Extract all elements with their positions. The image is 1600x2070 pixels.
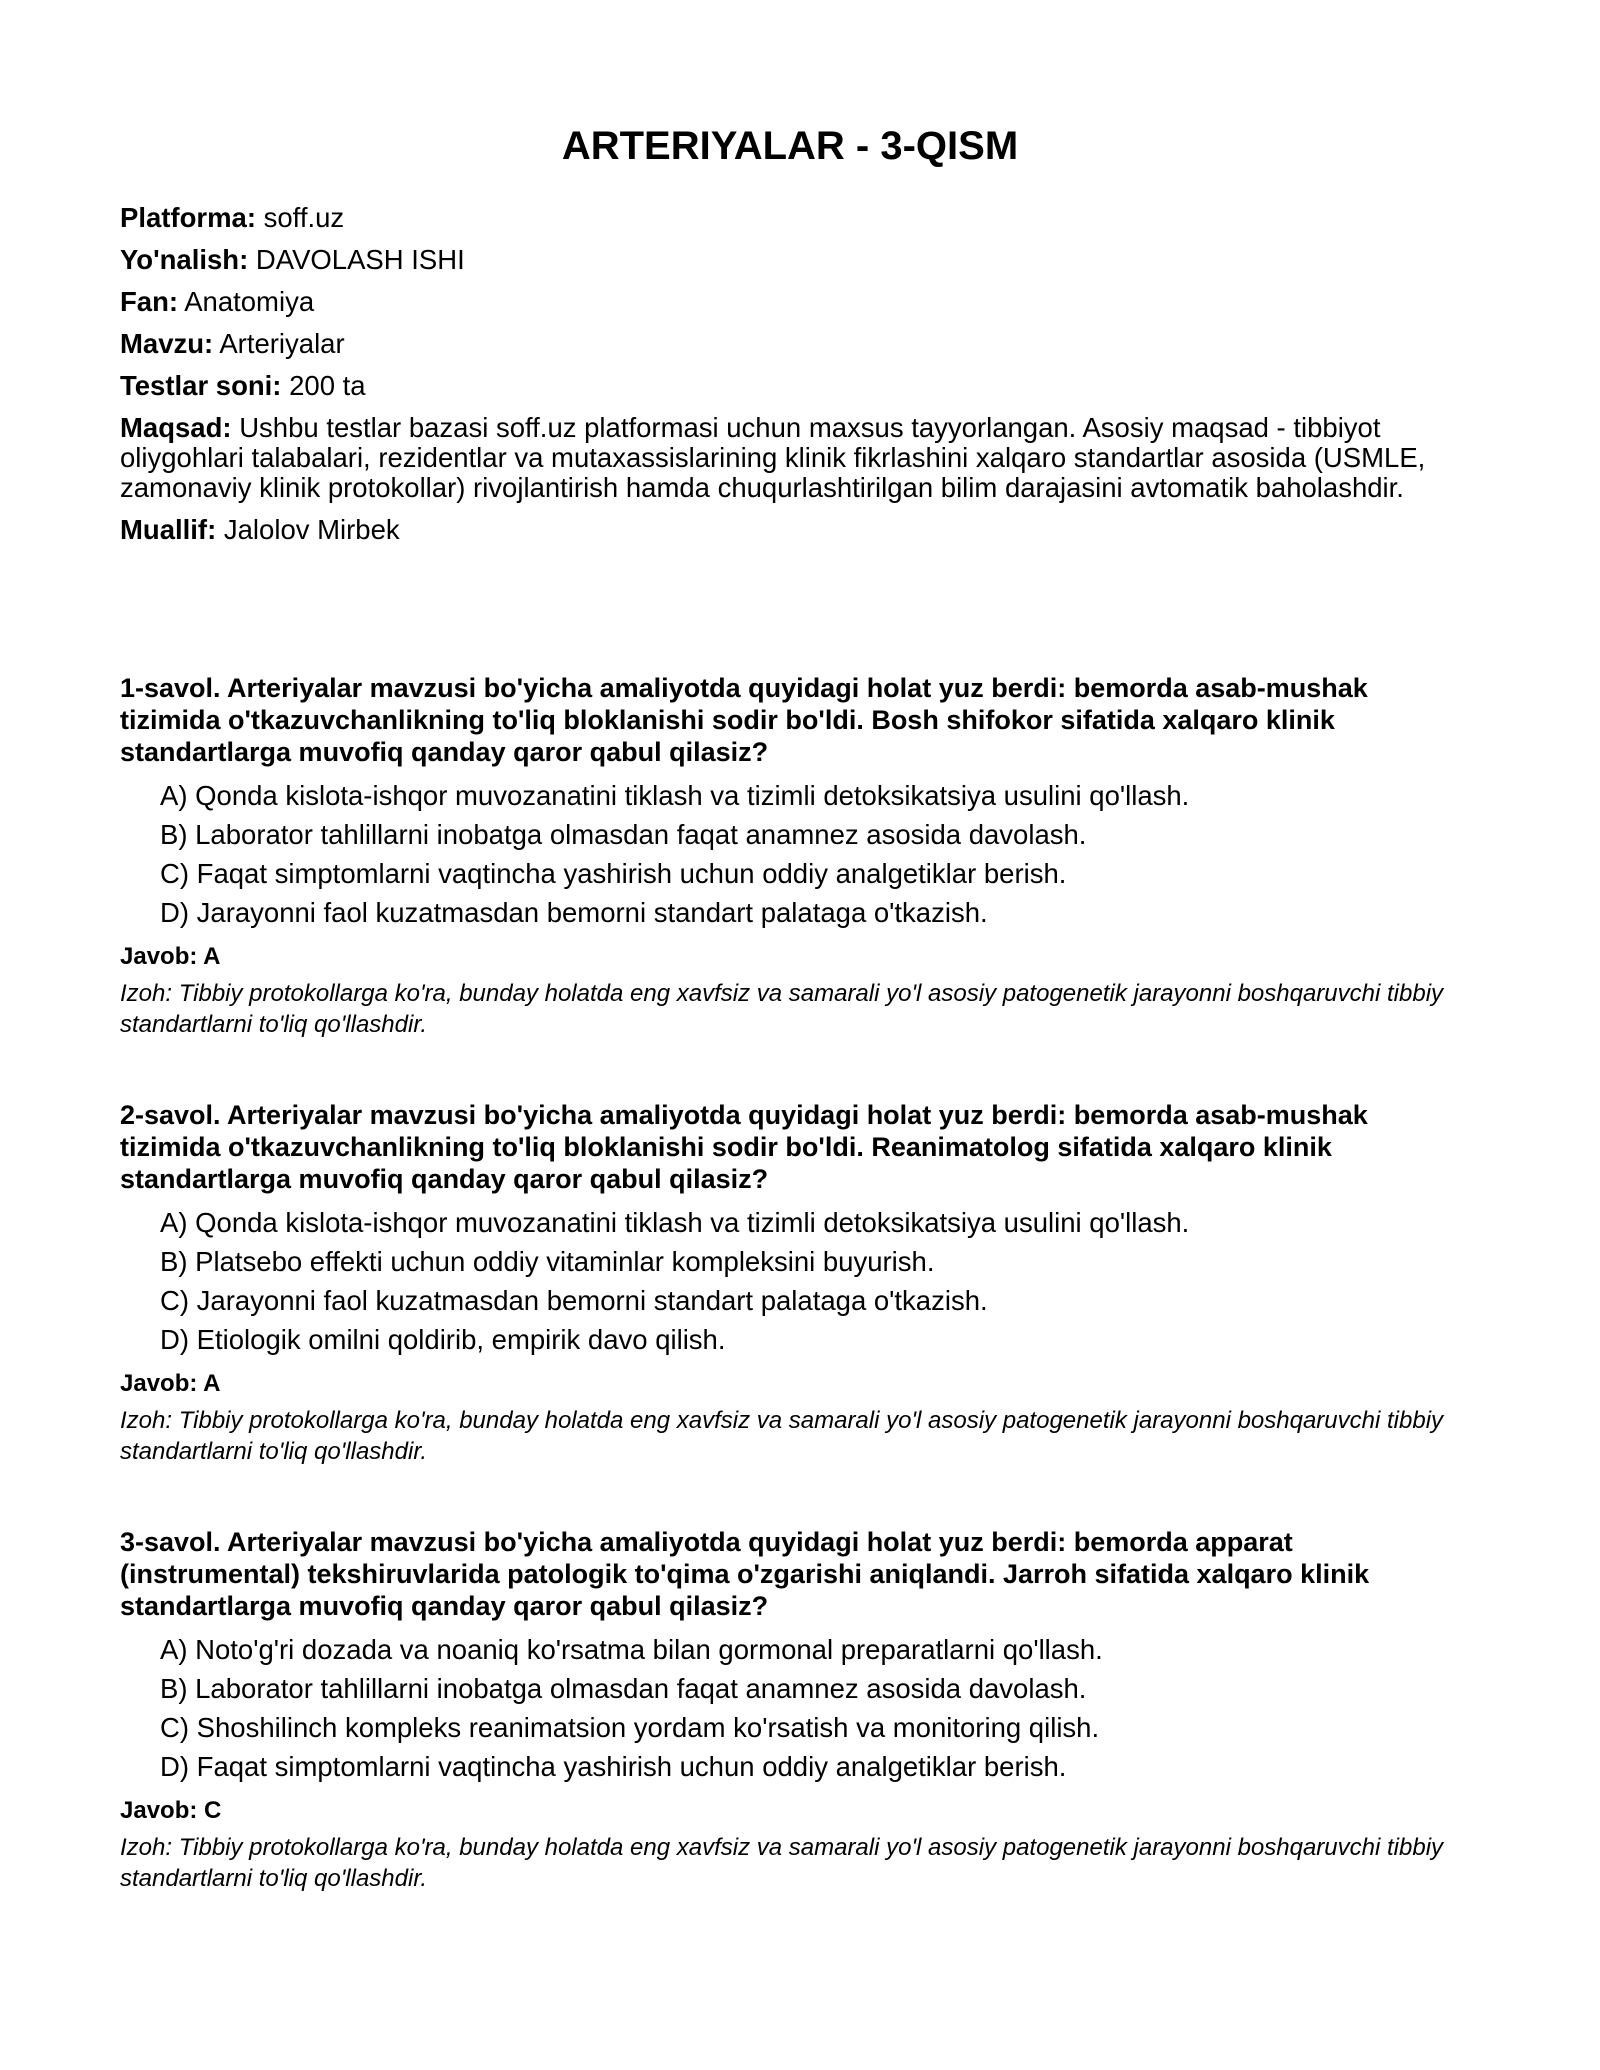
- meta-label: Fan:: [120, 286, 179, 317]
- meta-label: Maqsad:: [120, 412, 232, 443]
- answer-option-a: A) Qonda kislota-ishqor muvozanatini tiklash va tizimli detoksikatsiya usulini qo'llash.: [160, 1207, 1190, 1238]
- question-1: [120, 672, 1460, 1040]
- explanation-note: Izoh: Tibbiy protokollarga ko'ra, bunday holatda eng xavfsiz va samarali yo'l asosiy patogenetik jarayonni boshqaruvchi tibbiy standartlarni to'liq qo'llashdir.: [120, 1407, 1444, 1465]
- explanation-note: Izoh: Tibbiy protokollarga ko'ra, bunday holatda eng xavfsiz va samarali yo'l asosiy patogenetik jarayonni boshqaruvchi tibbiy standartlarni to'liq qo'llashdir.: [120, 1834, 1444, 1892]
- meta-purpose: [120, 413, 1460, 503]
- meta-value: DAVOLASH ISHI: [255, 244, 465, 275]
- meta-direction: [120, 245, 1460, 275]
- correct-answer: Javob: C: [120, 1797, 222, 1824]
- explanation-note: Izoh: Tibbiy protokollarga ko'ra, bunday holatda eng xavfsiz va samarali yo'l asosiy patogenetik jarayonni boshqaruvchi tibbiy standartlarni to'liq qo'llashdir.: [120, 980, 1444, 1038]
- meta-value: Ushbu testlar bazasi soff.uz platformasi uchun maxsus tayyorlangan. Asosiy maqsad - tibbiyot oliygohlari talabalari, rezidentlar va mutaxassislarining klinik fikrlashini xalqaro standartlar asosida (USMLE, zamonaviy klinik protokollar) rivojlantirish hamda chuqurlashtirilgan bilim darajasini avtomatik baholashdir.: [120, 412, 1426, 503]
- meta-label: Yo'nalish:: [120, 244, 249, 275]
- question-3: [120, 1526, 1460, 1894]
- meta-label: Muallif:: [120, 514, 217, 545]
- answer-option-c: C) Faqat simptomlarni vaqtincha yashirish uchun oddiy analgetiklar berish.: [160, 858, 1067, 889]
- answer-option-d: D) Etiologik omilni qoldirib, empirik davo qilish.: [160, 1324, 726, 1355]
- question-list: [120, 672, 1460, 1953]
- meta-value: 200 ta: [289, 370, 366, 401]
- meta-value: soff.uz: [263, 202, 345, 233]
- page-title: ARTERIYALAR - 3-QISM: [561, 124, 1019, 168]
- answer-option-c: C) Jarayonni faol kuzatmasdan bemorni standart palataga o'tkazish.: [160, 1285, 988, 1316]
- correct-answer: Javob: A: [120, 943, 221, 970]
- answer-option-b: B) Laborator tahlillarni inobatga olmasdan faqat anamnez asosida davolash.: [160, 819, 1087, 850]
- meta-platform: [120, 203, 1460, 233]
- meta-test-count: [120, 371, 1460, 401]
- correct-answer: Javob: A: [120, 1370, 221, 1397]
- answer-option-d: D) Jarayonni faol kuzatmasdan bemorni standart palataga o'tkazish.: [160, 897, 988, 928]
- answer-option-b: B) Laborator tahlillarni inobatga olmasdan faqat anamnez asosida davolash.: [160, 1673, 1087, 1704]
- meta-label: Platforma:: [120, 202, 256, 233]
- question-2: [120, 1099, 1460, 1467]
- meta-value: Jalolov Mirbek: [223, 514, 400, 545]
- answer-option-b: B) Platsebo effekti uchun oddiy vitaminlar kompleksini buyurish.: [160, 1246, 935, 1277]
- meta-value: Arteriyalar: [219, 328, 345, 359]
- meta-subject: [120, 287, 1460, 317]
- answer-option-a: A) Qonda kislota-ishqor muvozanatini tiklash va tizimli detoksikatsiya usulini qo'llash.: [160, 780, 1190, 811]
- meta-value: Anatomiya: [184, 286, 315, 317]
- question-text: 3-savol. Arteriyalar mavzusi bo'yicha amaliyotda quyidagi holat yuz berdi: bemorda apparat (instrumental) tekshiruvlarida patologik to'qima o'zgarishi aniqlandi. Jarroh sifatida xalqaro klinik standartlarga muvofiq qanday qaror qabul qilasiz?: [120, 1527, 1370, 1621]
- question-text: 2-savol. Arteriyalar mavzusi bo'yicha amaliyotda quyidagi holat yuz berdi: bemorda asab-mushak tizimida o'tkazuvchanlikning to'liq bloklanishi sodir bo'ldi. Reanimatolog sifatida xalqaro klinik standartlarga muvofiq qanday qaror qabul qilasiz?: [120, 1100, 1368, 1194]
- meta-label: Mavzu:: [120, 328, 214, 359]
- document-metadata: [120, 203, 1460, 557]
- meta-author: [120, 515, 1460, 545]
- answer-option-d: D) Faqat simptomlarni vaqtincha yashirish uchun oddiy analgetiklar berish.: [160, 1751, 1067, 1782]
- answer-option-c: C) Shoshilinch kompleks reanimatsion yordam ko'rsatish va monitoring qilish.: [160, 1712, 1100, 1743]
- meta-label: Testlar soni:: [120, 370, 282, 401]
- answer-option-a: A) Noto'g'ri dozada va noaniq ko'rsatma bilan gormonal preparatlarni qo'llash.: [160, 1634, 1103, 1665]
- meta-topic: [120, 329, 1460, 359]
- question-text: 1-savol. Arteriyalar mavzusi bo'yicha amaliyotda quyidagi holat yuz berdi: bemorda asab-mushak tizimida o'tkazuvchanlikning to'liq bloklanishi sodir bo'ldi. Bosh shifokor sifatida xalqaro klinik standartlarga muvofiq qanday qaror qabul qilasiz?: [120, 673, 1368, 767]
